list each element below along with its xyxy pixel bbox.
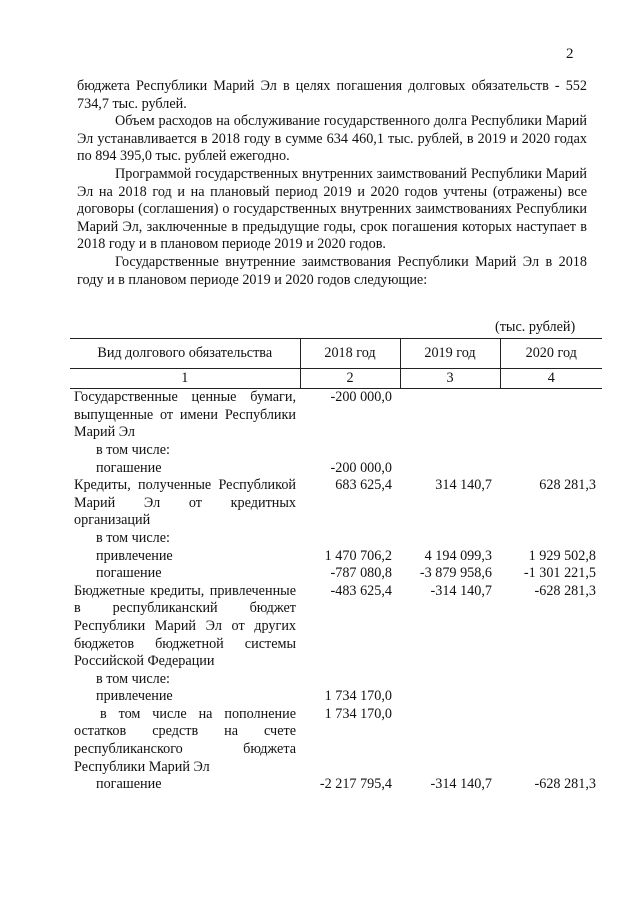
table-row: [70, 530, 602, 548]
column-header: 2018 год: [300, 339, 400, 369]
intro-text: [77, 78, 587, 289]
table-row: [70, 671, 602, 689]
value-2019: [400, 442, 500, 460]
value-2018: 1 734 170,0: [324, 705, 392, 722]
paragraph: Государственные внутренние заимствования Республики Марий Эл в 2018 году и в плановом периоде 2019 и 2020 годов следующие:: [77, 253, 587, 288]
paragraph: Объем расходов на обслуживание государственного долга Республики Марий Эл устанавливается в 2018 году в сумме 634 460,1 тыс. рублей, в 2019 и 2020 годах по 894 395,0 тыс. рублей ежегодно.: [77, 113, 587, 165]
value-2020: -628 281,3: [534, 582, 596, 599]
value-2020: [500, 460, 602, 478]
value-2019: [400, 688, 500, 706]
value-2020: [500, 530, 602, 548]
value-2019: [400, 671, 500, 689]
row-label: привлечение: [96, 547, 173, 564]
table-row: [70, 776, 602, 794]
column-number: 2: [300, 368, 400, 389]
column-number: 3: [400, 368, 500, 389]
table-row: [70, 460, 602, 478]
value-2020: -1 301 221,5: [523, 565, 596, 582]
column-header: Вид долгового обязательства: [70, 339, 300, 369]
value-2019: 314 140,7: [435, 477, 492, 494]
table-row: [70, 583, 602, 671]
table-header-row: [70, 339, 602, 369]
table-row: [70, 548, 602, 566]
value-2018: -787 080,8: [330, 565, 392, 582]
table-row: [70, 477, 602, 530]
column-number: 1: [70, 368, 300, 389]
value-2018: -200 000,0: [330, 389, 392, 406]
column-header: 2020 год: [500, 339, 602, 369]
value-2019: [400, 389, 500, 442]
value-2018: [300, 671, 400, 689]
table-row: [70, 442, 602, 460]
value-2019: [400, 706, 500, 776]
value-2020: [500, 706, 602, 776]
row-label: Бюджетные кредиты, привлеченные в республиканский бюджет Республики Марий Эл от других бюджетов бюджетной системы Российской Федерации: [74, 582, 296, 670]
row-label: привлечение: [96, 688, 173, 705]
value-2020: [500, 688, 602, 706]
value-2019: -314 140,7: [430, 776, 492, 793]
value-2018: [300, 530, 400, 548]
row-label: в том числе:: [96, 441, 170, 458]
value-2019: -3 879 958,6: [419, 565, 492, 582]
table-body: [70, 389, 602, 794]
row-label: в том числе:: [96, 670, 170, 687]
row-label: погашение: [96, 776, 162, 793]
row-label: в том числе:: [96, 529, 170, 546]
value-2018: -2 217 795,4: [319, 776, 392, 793]
row-label: в том числе на пополнение остатков средств на счете республиканского бюджета Республики Марий Эл: [74, 705, 296, 775]
table-row: [70, 565, 602, 583]
value-2018: 683 625,4: [335, 477, 392, 494]
value-2020: 628 281,3: [539, 477, 596, 494]
value-2020: 1 929 502,8: [528, 547, 596, 564]
table-row: [70, 389, 602, 442]
value-2020: [500, 442, 602, 460]
row-label: Кредиты, полученные Республикой Марий Эл от кредитных организаций: [74, 477, 296, 529]
column-number-row: [70, 368, 602, 389]
value-2018: 1 734 170,0: [324, 688, 392, 705]
paragraph: Программой государственных внутренних заимствований Республики Марий Эл на 2018 год и на плановый период 2019 и 2020 годов учтены (отражены) все договоры (соглашения) о государственных внутренних заимствованиях Республики Марий Эл, заключенные в предыдущие годы, срок погашения которых наступает в 2018 году и в плановом периоде 2019 и 2020 годов.: [77, 165, 587, 253]
borrowings-table: [70, 338, 602, 794]
table-row: [70, 706, 602, 776]
table-row: [70, 688, 602, 706]
paragraph: бюджета Республики Марий Эл в целях погашения долговых обязательств - 552 734,7 тыс. рублей.: [77, 78, 587, 112]
value-2019: 4 194 099,3: [424, 547, 492, 564]
value-2018: [300, 442, 400, 460]
row-label: погашение: [96, 459, 162, 476]
value-2019: -314 140,7: [430, 582, 492, 599]
value-2020: [500, 389, 602, 442]
value-2020: -628 281,3: [534, 776, 596, 793]
value-2019: [400, 530, 500, 548]
column-header: 2019 год: [400, 339, 500, 369]
row-label: Государственные ценные бумаги, выпущенные от имени Республики Марий Эл: [74, 389, 296, 441]
row-label: погашение: [96, 565, 162, 582]
value-2018: -200 000,0: [330, 459, 392, 476]
units-label: (тыс. рублей): [495, 319, 576, 335]
value-2018: -483 625,4: [330, 582, 392, 599]
value-2020: [500, 671, 602, 689]
page-number: 2: [566, 46, 574, 62]
column-number: 4: [500, 368, 602, 389]
value-2019: [400, 460, 500, 478]
value-2018: 1 470 706,2: [324, 547, 392, 564]
